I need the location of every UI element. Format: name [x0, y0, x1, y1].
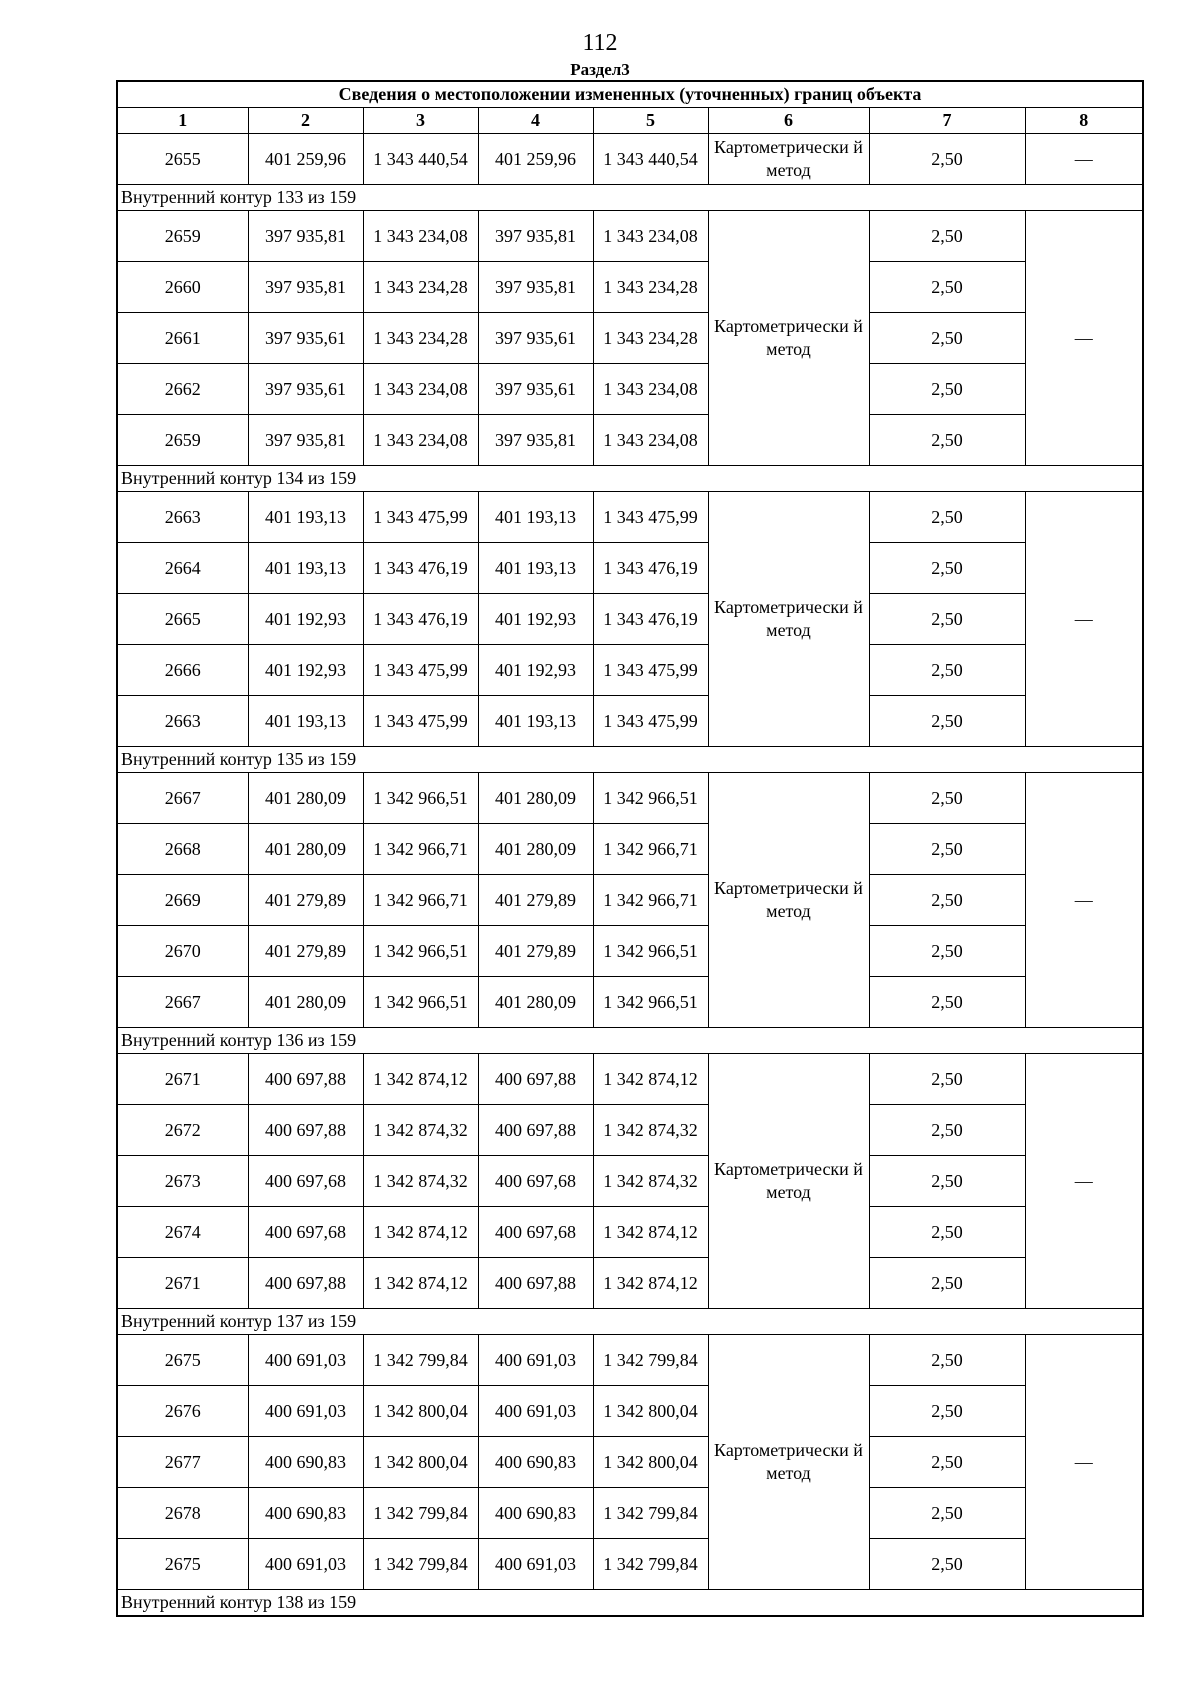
x-coordinate: 397 935,81 [478, 211, 593, 262]
x-coordinate: 397 935,61 [478, 313, 593, 364]
x-coordinate: 400 697,68 [478, 1156, 593, 1207]
precision-cell: 2,50 [869, 696, 1025, 747]
x-coordinate: 400 691,03 [248, 1386, 363, 1437]
table-row [117, 594, 1143, 645]
precision-cell: 2,50 [869, 415, 1025, 466]
y-coordinate: 1 342 799,84 [593, 1539, 708, 1590]
y-coordinate: 1 342 874,32 [363, 1156, 478, 1207]
precision-cell: 2,50 [869, 1386, 1025, 1437]
table-row [117, 364, 1143, 415]
precision-cell: 2,50 [869, 364, 1025, 415]
point-number: 2674 [117, 1207, 248, 1258]
y-coordinate: 1 343 476,19 [593, 594, 708, 645]
point-number: 2661 [117, 313, 248, 364]
y-coordinate: 1 343 234,08 [363, 415, 478, 466]
table-row [117, 211, 1143, 262]
x-coordinate: 400 697,88 [248, 1054, 363, 1105]
table-row [117, 1054, 1143, 1105]
table-body [117, 81, 1143, 1616]
y-coordinate: 1 343 234,28 [593, 262, 708, 313]
contour-row [117, 185, 1143, 211]
precision-cell: 2,50 [869, 594, 1025, 645]
y-coordinate: 1 343 234,28 [363, 262, 478, 313]
precision-cell: 2,50 [869, 1437, 1025, 1488]
y-coordinate: 1 342 874,12 [593, 1207, 708, 1258]
x-coordinate: 401 193,13 [478, 492, 593, 543]
x-coordinate: 397 935,61 [248, 313, 363, 364]
table-row [117, 1437, 1143, 1488]
precision-cell: 2,50 [869, 977, 1025, 1028]
contour-label: Внутренний контур 133 из 159 [117, 185, 1143, 211]
y-coordinate: 1 343 234,28 [363, 313, 478, 364]
x-coordinate: 400 691,03 [478, 1386, 593, 1437]
y-coordinate: 1 342 800,04 [593, 1386, 708, 1437]
x-coordinate: 401 192,93 [478, 645, 593, 696]
precision-cell: 2,50 [869, 645, 1025, 696]
point-number: 2675 [117, 1335, 248, 1386]
table-row [117, 1335, 1143, 1386]
y-coordinate: 1 343 475,99 [593, 492, 708, 543]
method-cell: Картометрически й метод [708, 773, 869, 1028]
y-coordinate: 1 343 234,08 [593, 364, 708, 415]
x-coordinate: 400 697,68 [248, 1207, 363, 1258]
x-coordinate: 401 279,89 [478, 926, 593, 977]
x-coordinate: 400 691,03 [248, 1335, 363, 1386]
point-number: 2659 [117, 211, 248, 262]
x-coordinate: 401 192,93 [478, 594, 593, 645]
method-cell: Картометрически й метод [708, 492, 869, 747]
precision-cell: 2,50 [869, 211, 1025, 262]
x-coordinate: 401 193,13 [248, 543, 363, 594]
x-coordinate: 401 259,96 [248, 134, 363, 185]
x-coordinate: 400 690,83 [248, 1437, 363, 1488]
x-coordinate: 400 697,88 [478, 1258, 593, 1309]
x-coordinate: 401 280,09 [248, 977, 363, 1028]
contour-row [117, 466, 1143, 492]
point-number: 2666 [117, 645, 248, 696]
precision-cell: 2,50 [869, 1258, 1025, 1309]
x-coordinate: 400 690,83 [248, 1488, 363, 1539]
y-coordinate: 1 342 966,51 [593, 977, 708, 1028]
y-coordinate: 1 342 966,71 [363, 875, 478, 926]
x-coordinate: 397 935,81 [478, 415, 593, 466]
note-cell: — [1025, 1335, 1143, 1590]
x-coordinate: 401 193,13 [478, 543, 593, 594]
precision-cell: 2,50 [869, 926, 1025, 977]
x-coordinate: 401 280,09 [248, 824, 363, 875]
point-number: 2663 [117, 696, 248, 747]
y-coordinate: 1 342 799,84 [363, 1539, 478, 1590]
y-coordinate: 1 343 440,54 [363, 134, 478, 185]
y-coordinate: 1 343 476,19 [363, 594, 478, 645]
table-row [117, 313, 1143, 364]
y-coordinate: 1 342 874,12 [593, 1258, 708, 1309]
y-coordinate: 1 342 874,12 [363, 1258, 478, 1309]
y-coordinate: 1 342 966,51 [593, 773, 708, 824]
column-header: 4 [478, 108, 593, 134]
precision-cell: 2,50 [869, 492, 1025, 543]
x-coordinate: 397 935,81 [248, 415, 363, 466]
section-title: Раздел3 [570, 60, 630, 79]
table-row [117, 1386, 1143, 1437]
point-number: 2662 [117, 364, 248, 415]
point-number: 2672 [117, 1105, 248, 1156]
x-coordinate: 401 280,09 [478, 773, 593, 824]
table-row [117, 1105, 1143, 1156]
x-coordinate: 401 192,93 [248, 645, 363, 696]
point-number: 2670 [117, 926, 248, 977]
column-header: 6 [708, 108, 869, 134]
x-coordinate: 400 690,83 [478, 1437, 593, 1488]
x-coordinate: 401 193,13 [478, 696, 593, 747]
x-coordinate: 397 935,81 [248, 211, 363, 262]
y-coordinate: 1 342 966,71 [363, 824, 478, 875]
column-header-row [117, 108, 1143, 134]
x-coordinate: 401 259,96 [478, 134, 593, 185]
y-coordinate: 1 342 966,51 [363, 773, 478, 824]
y-coordinate: 1 343 475,99 [363, 645, 478, 696]
x-coordinate: 400 690,83 [478, 1488, 593, 1539]
point-number: 2671 [117, 1054, 248, 1105]
column-header: 7 [869, 108, 1025, 134]
y-coordinate: 1 342 874,12 [363, 1207, 478, 1258]
y-coordinate: 1 342 966,51 [593, 926, 708, 977]
column-header: 3 [363, 108, 478, 134]
contour-label: Внутренний контур 137 из 159 [117, 1309, 1143, 1335]
y-coordinate: 1 343 475,99 [363, 696, 478, 747]
precision-cell: 2,50 [869, 262, 1025, 313]
coordinates-table [116, 80, 1144, 1617]
x-coordinate: 397 935,61 [248, 364, 363, 415]
y-coordinate: 1 343 234,08 [593, 415, 708, 466]
y-coordinate: 1 343 476,19 [363, 543, 478, 594]
precision-cell: 2,50 [869, 875, 1025, 926]
precision-cell: 2,50 [869, 1335, 1025, 1386]
point-number: 2663 [117, 492, 248, 543]
contour-label: Внутренний контур 134 из 159 [117, 466, 1143, 492]
x-coordinate: 401 280,09 [248, 773, 363, 824]
point-number: 2667 [117, 977, 248, 1028]
y-coordinate: 1 342 966,71 [593, 875, 708, 926]
x-coordinate: 401 193,13 [248, 696, 363, 747]
y-coordinate: 1 342 799,84 [593, 1488, 708, 1539]
x-coordinate: 401 279,89 [248, 875, 363, 926]
y-coordinate: 1 342 874,12 [363, 1054, 478, 1105]
table-row [117, 543, 1143, 594]
y-coordinate: 1 343 234,08 [593, 211, 708, 262]
y-coordinate: 1 343 234,08 [363, 364, 478, 415]
y-coordinate: 1 343 475,99 [593, 696, 708, 747]
table-row [117, 134, 1143, 185]
y-coordinate: 1 343 234,28 [593, 313, 708, 364]
y-coordinate: 1 342 799,84 [363, 1488, 478, 1539]
precision-cell: 2,50 [869, 1105, 1025, 1156]
note-cell: — [1025, 492, 1143, 747]
y-coordinate: 1 342 800,04 [593, 1437, 708, 1488]
table-row [117, 773, 1143, 824]
y-coordinate: 1 342 800,04 [363, 1386, 478, 1437]
y-coordinate: 1 343 440,54 [593, 134, 708, 185]
contour-row [117, 1590, 1143, 1617]
y-coordinate: 1 342 874,12 [593, 1054, 708, 1105]
table-row [117, 645, 1143, 696]
x-coordinate: 400 691,03 [248, 1539, 363, 1590]
y-coordinate: 1 342 799,84 [593, 1335, 708, 1386]
table-row [117, 1207, 1143, 1258]
table-row [117, 1156, 1143, 1207]
table-row [117, 1488, 1143, 1539]
column-header: 1 [117, 108, 248, 134]
y-coordinate: 1 342 874,32 [593, 1105, 708, 1156]
x-coordinate: 400 691,03 [478, 1539, 593, 1590]
x-coordinate: 397 935,81 [478, 262, 593, 313]
y-coordinate: 1 342 966,51 [363, 926, 478, 977]
table-row [117, 492, 1143, 543]
x-coordinate: 397 935,81 [248, 262, 363, 313]
contour-row [117, 1028, 1143, 1054]
point-number: 2673 [117, 1156, 248, 1207]
x-coordinate: 401 280,09 [478, 824, 593, 875]
method-cell: Картометрически й метод [708, 134, 869, 185]
note-cell: — [1025, 134, 1143, 185]
x-coordinate: 401 193,13 [248, 492, 363, 543]
y-coordinate: 1 343 475,99 [363, 492, 478, 543]
x-coordinate: 400 697,68 [248, 1156, 363, 1207]
y-coordinate: 1 343 476,19 [593, 543, 708, 594]
precision-cell: 2,50 [869, 1539, 1025, 1590]
precision-cell: 2,50 [869, 134, 1025, 185]
x-coordinate: 401 279,89 [478, 875, 593, 926]
point-number: 2665 [117, 594, 248, 645]
method-cell: Картометрически й метод [708, 1335, 869, 1590]
point-number: 2659 [117, 415, 248, 466]
column-header: 8 [1025, 108, 1143, 134]
column-header: 2 [248, 108, 363, 134]
y-coordinate: 1 342 966,71 [593, 824, 708, 875]
table-row [117, 1539, 1143, 1590]
point-number: 2669 [117, 875, 248, 926]
x-coordinate: 400 697,88 [478, 1105, 593, 1156]
precision-cell: 2,50 [869, 1207, 1025, 1258]
point-number: 2678 [117, 1488, 248, 1539]
point-number: 2655 [117, 134, 248, 185]
contour-label: Внутренний контур 138 из 159 [117, 1590, 1143, 1617]
table-row [117, 926, 1143, 977]
column-header: 5 [593, 108, 708, 134]
y-coordinate: 1 342 874,32 [593, 1156, 708, 1207]
x-coordinate: 401 280,09 [478, 977, 593, 1028]
y-coordinate: 1 342 874,32 [363, 1105, 478, 1156]
precision-cell: 2,50 [869, 313, 1025, 364]
precision-cell: 2,50 [869, 773, 1025, 824]
point-number: 2668 [117, 824, 248, 875]
method-cell: Картометрически й метод [708, 1054, 869, 1309]
point-number: 2677 [117, 1437, 248, 1488]
point-number: 2676 [117, 1386, 248, 1437]
point-number: 2660 [117, 262, 248, 313]
y-coordinate: 1 343 234,08 [363, 211, 478, 262]
precision-cell: 2,50 [869, 543, 1025, 594]
contour-label: Внутренний контур 136 из 159 [117, 1028, 1143, 1054]
precision-cell: 2,50 [869, 1054, 1025, 1105]
method-cell: Картометрически й метод [708, 211, 869, 466]
y-coordinate: 1 342 800,04 [363, 1437, 478, 1488]
y-coordinate: 1 342 799,84 [363, 1335, 478, 1386]
table-title: Сведения о местоположении измененных (уточненных) границ объекта [117, 81, 1143, 108]
page-number: 112 [582, 30, 618, 56]
note-cell: — [1025, 211, 1143, 466]
y-coordinate: 1 342 966,51 [363, 977, 478, 1028]
table-row [117, 875, 1143, 926]
x-coordinate: 401 279,89 [248, 926, 363, 977]
x-coordinate: 397 935,61 [478, 364, 593, 415]
precision-cell: 2,50 [869, 1488, 1025, 1539]
x-coordinate: 401 192,93 [248, 594, 363, 645]
table-row [117, 1258, 1143, 1309]
table-row [117, 824, 1143, 875]
x-coordinate: 400 697,88 [248, 1258, 363, 1309]
x-coordinate: 400 691,03 [478, 1335, 593, 1386]
x-coordinate: 400 697,88 [478, 1054, 593, 1105]
x-coordinate: 400 697,68 [478, 1207, 593, 1258]
precision-cell: 2,50 [869, 1156, 1025, 1207]
point-number: 2671 [117, 1258, 248, 1309]
point-number: 2667 [117, 773, 248, 824]
note-cell: — [1025, 1054, 1143, 1309]
note-cell: — [1025, 773, 1143, 1028]
table-row [117, 977, 1143, 1028]
contour-label: Внутренний контур 135 из 159 [117, 747, 1143, 773]
point-number: 2675 [117, 1539, 248, 1590]
table-row [117, 262, 1143, 313]
contour-row [117, 1309, 1143, 1335]
x-coordinate: 400 697,88 [248, 1105, 363, 1156]
table-row [117, 415, 1143, 466]
table-row [117, 696, 1143, 747]
point-number: 2664 [117, 543, 248, 594]
y-coordinate: 1 343 475,99 [593, 645, 708, 696]
precision-cell: 2,50 [869, 824, 1025, 875]
contour-row [117, 747, 1143, 773]
